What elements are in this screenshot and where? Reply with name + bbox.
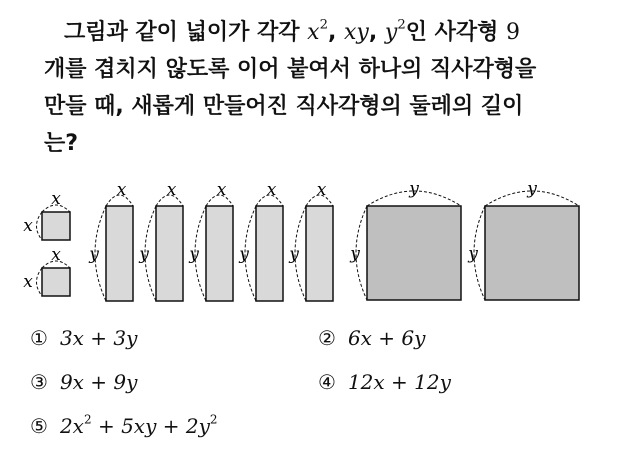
y-label: y bbox=[139, 244, 149, 265]
choice-5[interactable]: ⑤ $2x^2 + 5xy + 2y^2$ bbox=[30, 412, 218, 438]
x-label: x bbox=[51, 189, 61, 209]
xy-rectangle bbox=[206, 206, 233, 301]
x-label: x bbox=[166, 180, 177, 200]
xy-rectangle bbox=[306, 206, 333, 301]
large-square bbox=[485, 206, 579, 300]
dimension-arc bbox=[37, 268, 43, 296]
question-line-4: 는? bbox=[44, 131, 79, 156]
xy-rectangle bbox=[256, 206, 283, 301]
question-line-3: 만들 때, 새롭게 만들어진 직사각형의 둘레의 길이 bbox=[44, 94, 524, 119]
small-square bbox=[42, 268, 70, 296]
x-label: x bbox=[51, 245, 61, 265]
x-label: x bbox=[23, 216, 33, 236]
y-label: y bbox=[527, 179, 537, 199]
x-label: x bbox=[316, 180, 327, 200]
large-square bbox=[367, 206, 461, 300]
dimension-arc bbox=[37, 212, 43, 240]
question-line-2: 개를 겹치지 않도록 이어 붙여서 하나의 직사각형을 bbox=[44, 57, 537, 82]
question-line-1: 그림과 같이 넓이가 각각 $x^2$, xy, $y^2$인 사각형 9 bbox=[64, 17, 521, 45]
choice-1[interactable]: ① 3x + 3y bbox=[30, 326, 138, 350]
y-label: y bbox=[468, 244, 478, 264]
choice-2[interactable]: ② 6x + 6y bbox=[318, 326, 426, 350]
x-label: x bbox=[216, 180, 227, 200]
x-label: x bbox=[266, 180, 277, 200]
xy-rectangle bbox=[156, 206, 183, 301]
choice-4[interactable]: ④ 12x + 12y bbox=[318, 370, 451, 394]
small-square bbox=[42, 212, 70, 240]
y-label: y bbox=[189, 244, 199, 265]
y-label: y bbox=[350, 244, 360, 264]
y-label: y bbox=[239, 244, 249, 265]
x-label: x bbox=[116, 180, 127, 200]
tile-figure bbox=[18, 172, 598, 306]
choice-3[interactable]: ③ 9x + 9y bbox=[30, 370, 138, 394]
y-label: y bbox=[289, 244, 299, 265]
xy-rectangle bbox=[106, 206, 133, 301]
y-label: y bbox=[89, 244, 99, 265]
question-text bbox=[44, 14, 610, 162]
x-label: x bbox=[23, 272, 33, 292]
y-label: y bbox=[409, 179, 419, 199]
